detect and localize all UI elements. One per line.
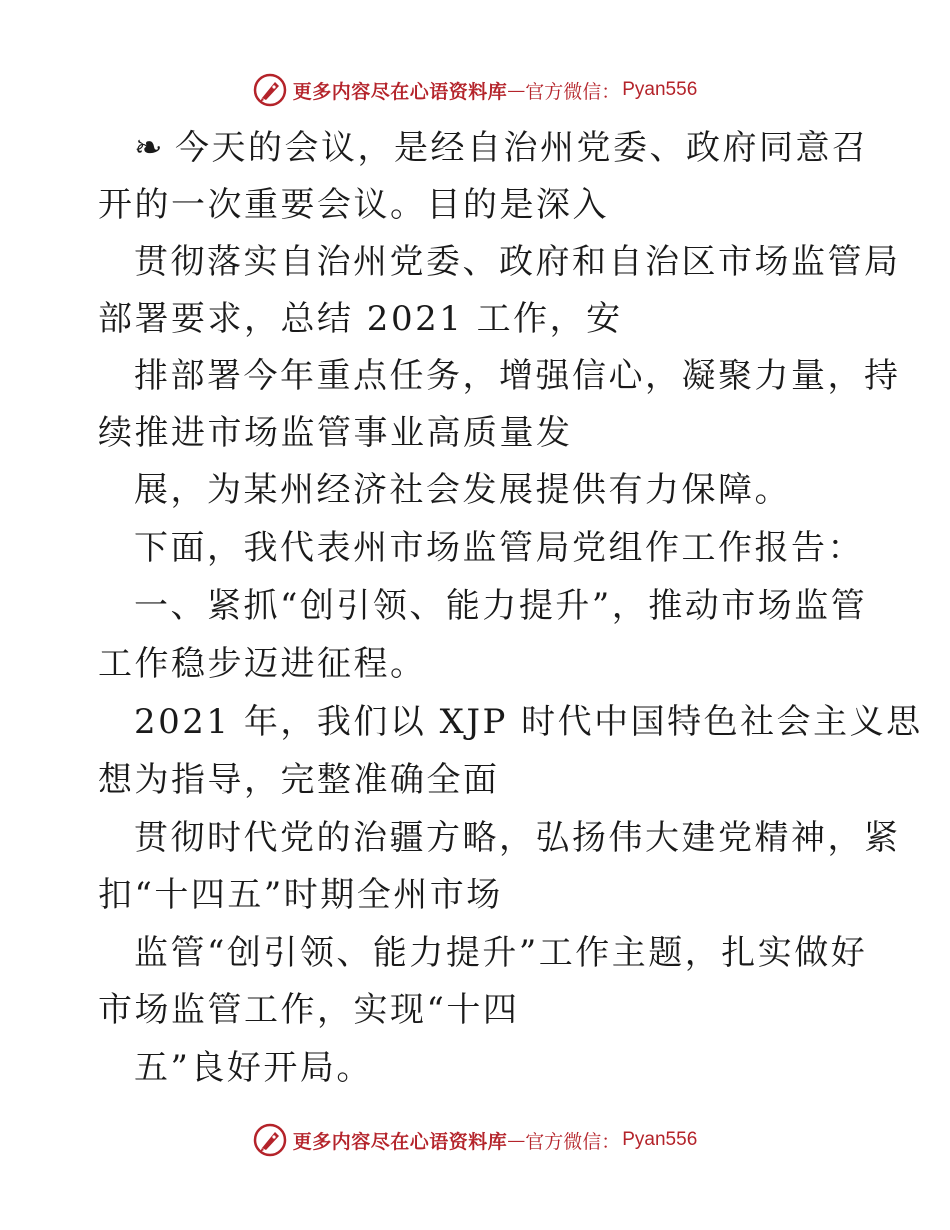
header-banner — [0, 70, 950, 110]
paragraph-line: 下面，我代表州市场监管局党组作工作报告： — [134, 528, 864, 568]
paragraph-line: 2021 年，我们以 XJP 时代中国特色社会主义思 — [134, 702, 923, 742]
paragraph-line: 市场监管工作，实现“十四 — [98, 990, 520, 1030]
paragraph-line: 扣“十四五”时期全州市场 — [98, 875, 503, 915]
paragraph-line: 监管“创引领、能力提升”工作主题，扎实做好 — [134, 933, 868, 973]
paragraph-line: 续推进市场监管事业高质量发 — [98, 413, 573, 453]
paragraph-line: 贯彻落实自治州党委、政府和自治区市场监管局 — [134, 242, 901, 282]
pen-nib-logo-icon — [253, 73, 287, 107]
section-heading-line: 一、紧抓“创引领、能力提升”，推动市场监管 — [134, 586, 868, 626]
library-text: 更多内容尽在心语资料库 — [292, 80, 508, 103]
leaf-ornament-icon: ❧ — [134, 128, 165, 168]
paragraph-line: 展，为某州经济社会发展提供有力保障。 — [134, 470, 791, 510]
banner-separator: — — [507, 79, 526, 101]
library-text: 更多内容尽在心语资料库 — [292, 1130, 508, 1153]
wechat-id: Pyan556 — [622, 79, 698, 100]
official-label: 官方微信： — [525, 80, 621, 103]
paragraph-line: 五”良好开局。 — [134, 1048, 373, 1088]
pen-nib-logo-icon — [253, 1123, 287, 1157]
paragraph-line: 部署要求，总结 2021 工作，安 — [98, 299, 623, 339]
paragraph-line: 想为指导，完整准确全面 — [98, 760, 500, 800]
paragraph-line: 排部署今年重点任务，增强信心，凝聚力量，持 — [134, 356, 901, 396]
section-heading-line: 工作稳步迈进征程。 — [98, 644, 427, 684]
wechat-id: Pyan556 — [622, 1129, 698, 1150]
paragraph-line: 开的一次重要会议。目的是深入 — [98, 185, 609, 225]
paragraph-line: 贯彻时代党的治疆方略，弘扬伟大建党精神，紧 — [134, 818, 901, 858]
paragraph-line: ❧ 今天的会议，是经自治州党委、政府同意召 — [134, 128, 869, 168]
banner-separator: — — [507, 1129, 526, 1151]
footer-banner — [0, 1120, 950, 1160]
official-label: 官方微信： — [525, 1130, 621, 1153]
